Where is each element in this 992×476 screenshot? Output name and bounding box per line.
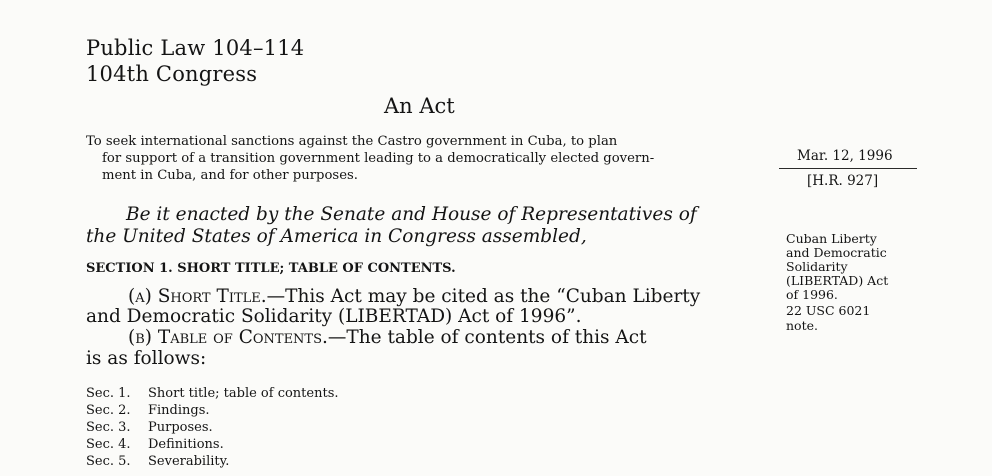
congress-label: 104th Congress	[86, 62, 258, 86]
side-note-line: 22 USC 6021	[786, 303, 871, 318]
side-note-line: note.	[786, 318, 818, 333]
purpose-line: for support of a transition government leading to a democratically elected govern-	[102, 151, 655, 166]
subsection-text: —The table of contents of this Act	[327, 327, 647, 348]
purpose-line: ment in Cuba, and for other purposes.	[102, 168, 358, 183]
toc-entry	[86, 403, 210, 418]
toc-entry-title: Purposes.	[148, 420, 213, 435]
short-title-paragraph	[128, 286, 700, 307]
toc-entry-number: Sec. 5.	[86, 454, 131, 469]
side-note-line: and Democratic	[786, 245, 887, 260]
side-note-line: of 1996.	[786, 287, 838, 302]
toc-paragraph	[128, 327, 647, 348]
bill-number: [H.R. 927]	[807, 173, 879, 189]
toc-entry-number: Sec. 2.	[86, 403, 131, 418]
toc-entry-title: Definitions.	[148, 437, 224, 452]
short-title-continuation: and Democratic Solidarity (LIBERTAD) Act of 1996”.	[86, 306, 582, 327]
toc-entry	[86, 437, 224, 452]
side-note-line: (LIBERTAD) Act	[786, 273, 889, 288]
side-note-line: Cuban Liberty	[786, 231, 877, 246]
toc-entry	[86, 386, 339, 401]
purpose-line: To seek international sanctions against the Castro government in Cuba, to plan	[86, 134, 618, 149]
toc-entry-number: Sec. 3.	[86, 420, 131, 435]
toc-entry-title: Short title; table of contents.	[148, 386, 339, 401]
public-law-number: Public Law 104–114	[86, 36, 305, 60]
toc-entry-title: Severability.	[148, 454, 230, 469]
subsection-label: (b) Table of Contents.	[128, 327, 328, 348]
toc-entry	[86, 420, 213, 435]
act-heading: An Act	[384, 94, 455, 118]
toc-entry-title: Findings.	[148, 403, 210, 418]
toc-entry-number: Sec. 4.	[86, 437, 131, 452]
toc-paragraph-continuation: is as follows:	[86, 348, 207, 369]
section-heading: SECTION 1. SHORT TITLE; TABLE OF CONTENTS.	[86, 261, 456, 276]
subsection-text: —This Act may be cited as the “Cuban Liberty	[266, 286, 701, 307]
enactment-date: Mar. 12, 1996	[797, 148, 893, 164]
enacting-clause-line: Be it enacted by the Senate and House of Representatives of	[126, 204, 697, 225]
subsection-label: (a) Short Title.	[128, 286, 267, 307]
toc-entry-number: Sec. 1.	[86, 386, 131, 401]
side-note-line: Solidarity	[786, 259, 848, 274]
toc-entry	[86, 454, 229, 469]
margin-divider	[779, 168, 917, 169]
enacting-clause-line: the United States of America in Congress assembled,	[86, 226, 587, 247]
